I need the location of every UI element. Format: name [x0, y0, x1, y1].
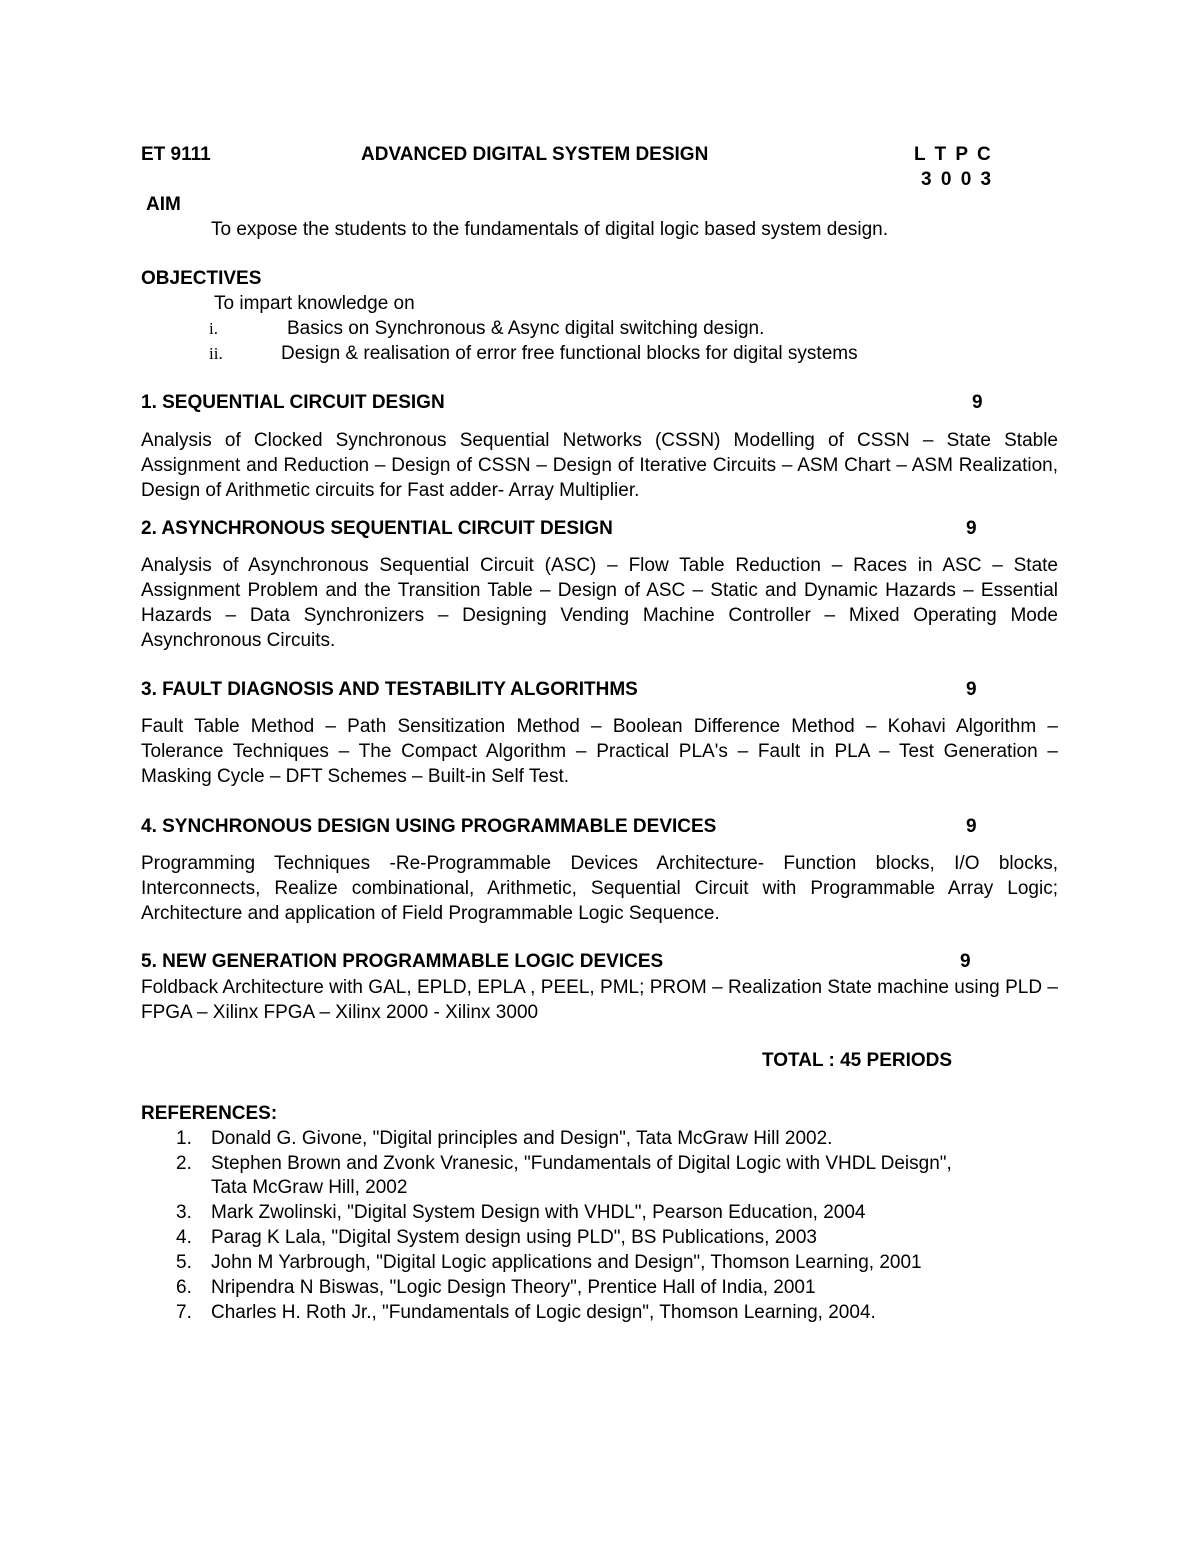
unit-title: 1. SEQUENTIAL CIRCUIT DESIGN [141, 392, 445, 413]
unit-hours: 9 [966, 679, 977, 700]
aim-heading: AIM [146, 194, 181, 215]
reference-number: 2. [176, 1153, 192, 1174]
ltpc-values: 3 0 0 3 [921, 169, 994, 190]
unit-body: Analysis of Asynchronous Sequential Circuit (ASC) – Flow Table Reduction – Races in ASC – State Assignment Problem and the Transition Table – Design of ASC – Static and Dynamic Hazards – Essential Hazards – Data Synchronizers – Designing Vending Machine Controller – Mixed Operating Mode Asynchronous Circuits. [141, 555, 1058, 651]
reference-number: 1. [176, 1128, 192, 1149]
reference-item-continued: Tata McGraw Hill, 2002 [211, 1177, 408, 1198]
objective-numeral: i. [209, 319, 218, 338]
unit-title: 3. FAULT DIAGNOSIS AND TESTABILITY ALGORITHMS [141, 679, 638, 700]
objective-item: Basics on Synchronous & Async digital switching design. [287, 318, 765, 339]
reference-item: John M Yarbrough, "Digital Logic applications and Design", Thomson Learning, 2001 [211, 1252, 922, 1273]
reference-number: 6. [176, 1277, 192, 1298]
reference-item: Nripendra N Biswas, "Logic Design Theory", Prentice Hall of India, 2001 [211, 1277, 816, 1298]
unit-hours: 9 [960, 951, 971, 972]
unit-hours: 9 [966, 518, 977, 539]
unit-title: 5. NEW GENERATION PROGRAMMABLE LOGIC DEVICES [141, 951, 664, 972]
unit-hours: 9 [966, 816, 977, 837]
unit-body: Analysis of Clocked Synchronous Sequential Networks (CSSN) Modelling of CSSN – State Stable Assignment and Reduction – Design of CSSN – Design of Iterative Circuits – ASM Chart – ASM Realization, Design of Arithmetic circuits for Fast adder- Array Multiplier. [141, 430, 1058, 501]
objective-numeral: ii. [209, 344, 223, 363]
unit-body: Programming Techniques -Re-Programmable Devices Architecture- Function blocks, I/O blocks, Interconnects, Realize combinational, Arithmetic, Sequential Circuit with Programmable Array Logic; Architecture and application of Field Programmable Logic Sequence. [141, 853, 1058, 924]
reference-item: Donald G. Givone, "Digital principles and Design", Tata McGraw Hill 2002. [211, 1128, 833, 1149]
reference-item: Charles H. Roth Jr., "Fundamentals of Logic design", Thomson Learning, 2004. [211, 1302, 876, 1323]
aim-text: To expose the students to the fundamentals of digital logic based system design. [211, 219, 889, 240]
unit-hours: 9 [972, 392, 983, 413]
total-periods: TOTAL : 45 PERIODS [762, 1050, 953, 1071]
reference-item: Stephen Brown and Zvonk Vranesic, "Fundamentals of Digital Logic with VHDL Deisgn", [211, 1153, 952, 1174]
objective-item: Design & realisation of error free functional blocks for digital systems [281, 343, 858, 364]
reference-item: Parag K Lala, "Digital System design using PLD", BS Publications, 2003 [211, 1227, 817, 1248]
objectives-heading: OBJECTIVES [141, 268, 262, 289]
unit-title: 4. SYNCHRONOUS DESIGN USING PROGRAMMABLE DEVICES [141, 816, 717, 837]
reference-number: 3. [176, 1202, 192, 1223]
reference-number: 5. [176, 1252, 192, 1273]
unit-body: Fault Table Method – Path Sensitization Method – Boolean Difference Method – Kohavi Algorithm – Tolerance Techniques – The Compact Algorithm – Practical PLA's – Fault in PLA – Test Generation – Masking Cycle – DFT Schemes – Built-in Self Test. [141, 716, 1058, 787]
references-heading: REFERENCES: [141, 1103, 278, 1124]
unit-title: 2. ASYNCHRONOUS SEQUENTIAL CIRCUIT DESIGN [141, 518, 613, 539]
reference-number: 7. [176, 1302, 192, 1323]
course-code: ET 9111 [141, 144, 211, 165]
objectives-intro: To impart knowledge on [214, 293, 415, 314]
ltpc-labels: L T P C [914, 144, 993, 165]
reference-item: Mark Zwolinski, "Digital System Design with VHDL", Pearson Education, 2004 [211, 1202, 866, 1223]
unit-body: Foldback Architecture with GAL, EPLD, EPLA , PEEL, PML; PROM – Realization State machine using PLD – FPGA – Xilinx FPGA – Xilinx 2000 - Xilinx 3000 [141, 977, 1058, 1023]
course-title: ADVANCED DIGITAL SYSTEM DESIGN [361, 144, 709, 165]
reference-number: 4. [176, 1227, 192, 1248]
